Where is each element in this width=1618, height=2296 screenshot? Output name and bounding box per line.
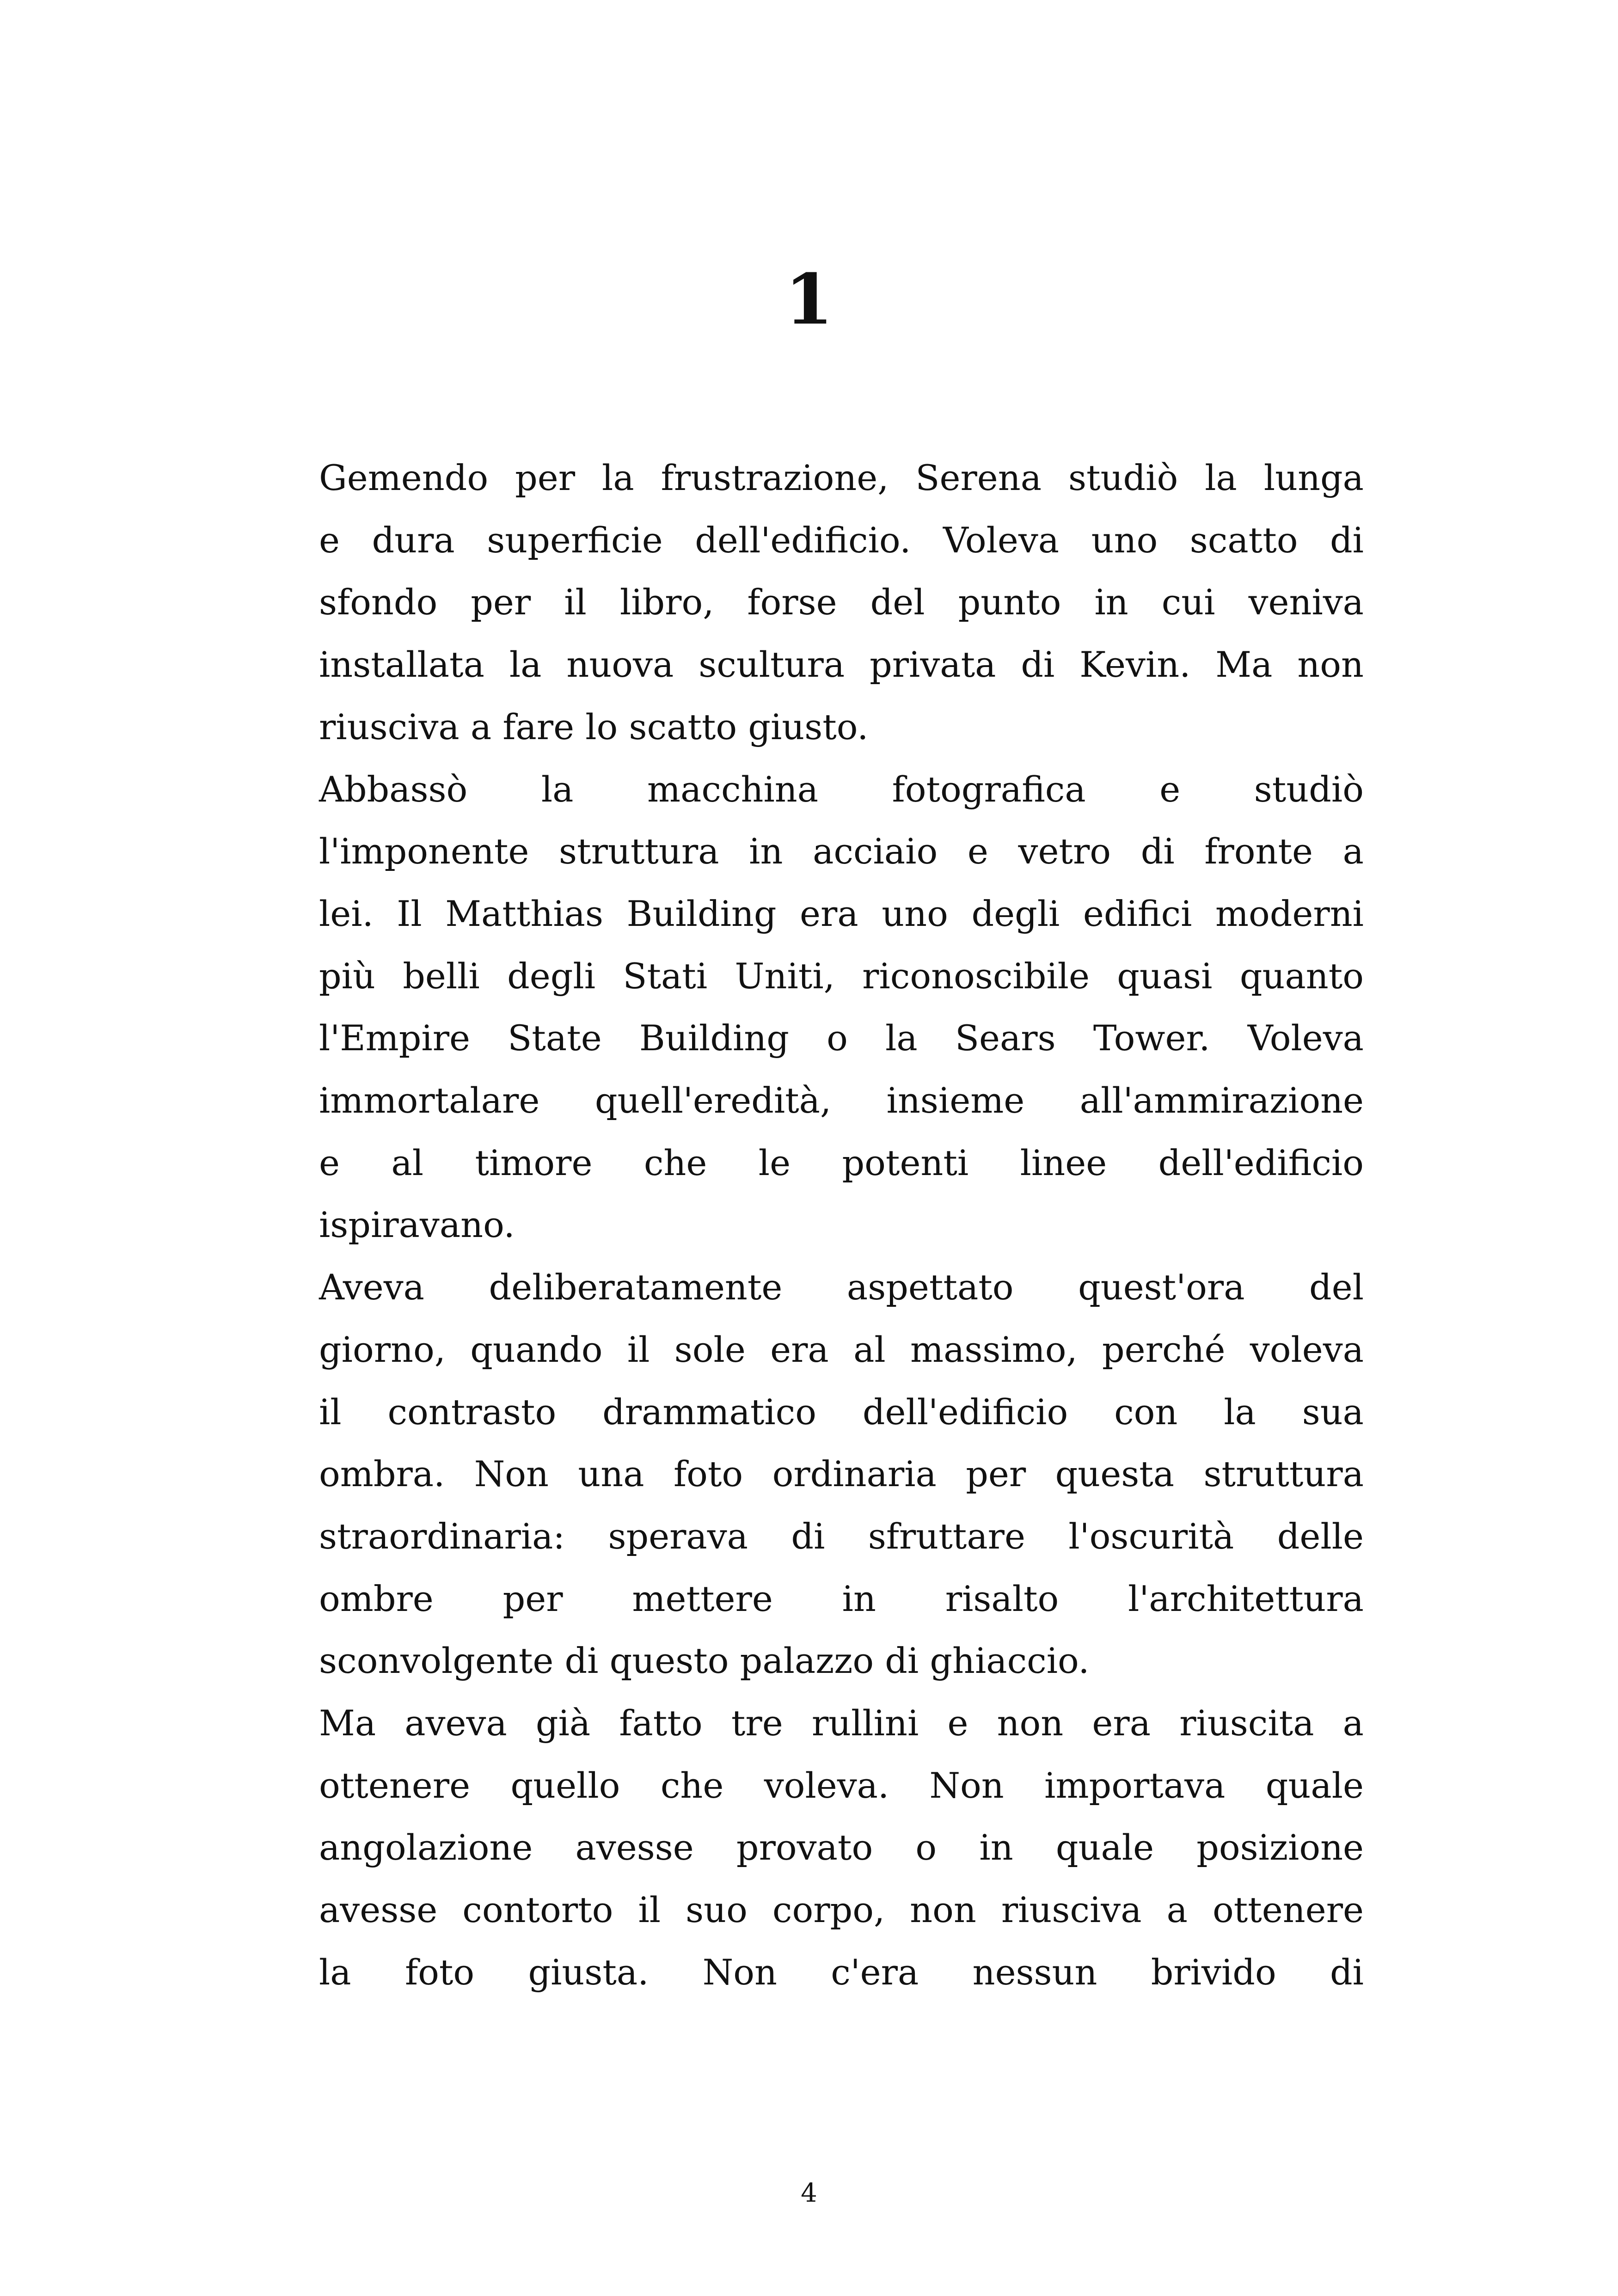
text-line: riusciva a fare lo scatto giusto. xyxy=(319,706,869,747)
text-line: la foto giusta. Non c'era nessun brivido di xyxy=(319,1951,1364,1993)
text-line: lei. Il Matthias Building era uno degli edifici moderni xyxy=(319,893,1364,934)
paragraph xyxy=(319,1256,1364,1692)
text-line: più belli degli Stati Uniti, riconoscibile quasi quanto xyxy=(319,955,1364,997)
paragraph xyxy=(319,1692,1364,2004)
text-line: Gemendo per la frustrazione, Serena studiò la lunga xyxy=(319,457,1364,498)
text-line: ispiravano. xyxy=(319,1204,515,1246)
text-line: giorno, quando il sole era al massimo, perché voleva xyxy=(319,1329,1364,1370)
paragraph xyxy=(319,447,1364,759)
text-line: il contrasto drammatico dell'edificio con la sua xyxy=(319,1391,1364,1433)
chapter-body xyxy=(319,447,1364,2004)
text-line: e al timore che le potenti linee dell'edificio xyxy=(319,1142,1364,1183)
text-line: Abbassò la macchina fotografica e studiò xyxy=(319,768,1364,810)
text-line: ombra. Non una foto ordinaria per questa struttura xyxy=(319,1453,1364,1495)
text-line: sconvolgente di questo palazzo di ghiaccio. xyxy=(319,1640,1090,1682)
text-line: avesse contorto il suo corpo, non riusciva a ottenere xyxy=(319,1889,1364,1931)
text-line: e dura superficie dell'edificio. Voleva uno scatto di xyxy=(319,519,1364,561)
paragraph xyxy=(319,759,1364,1257)
chapter-number: 1 xyxy=(784,259,834,340)
text-line: ottenere quello che voleva. Non importava quale xyxy=(319,1764,1364,1806)
text-line: installata la nuova scultura privata di Kevin. Ma non xyxy=(319,644,1364,686)
text-line: Aveva deliberatamente aspettato quest'ora del xyxy=(319,1267,1364,1308)
text-line: straordinaria: sperava di sfruttare l'oscurità delle xyxy=(319,1515,1364,1557)
text-line: l'Empire State Building o la Sears Tower. Voleva xyxy=(319,1017,1364,1059)
text-line: sfondo per il libro, forse del punto in cui veniva xyxy=(319,582,1364,623)
text-line: l'imponente struttura in acciaio e vetro di fronte a xyxy=(319,831,1364,872)
text-line: angolazione avesse provato o in quale posizione xyxy=(319,1827,1364,1868)
text-line: immortalare quell'eredità, insieme all'ammirazione xyxy=(319,1080,1364,1121)
page-number: 4 xyxy=(801,2178,817,2208)
text-line: Ma aveva già fatto tre rullini e non era riuscita a xyxy=(319,1702,1364,1744)
text-line: ombre per mettere in risalto l'architettura xyxy=(319,1578,1364,1619)
